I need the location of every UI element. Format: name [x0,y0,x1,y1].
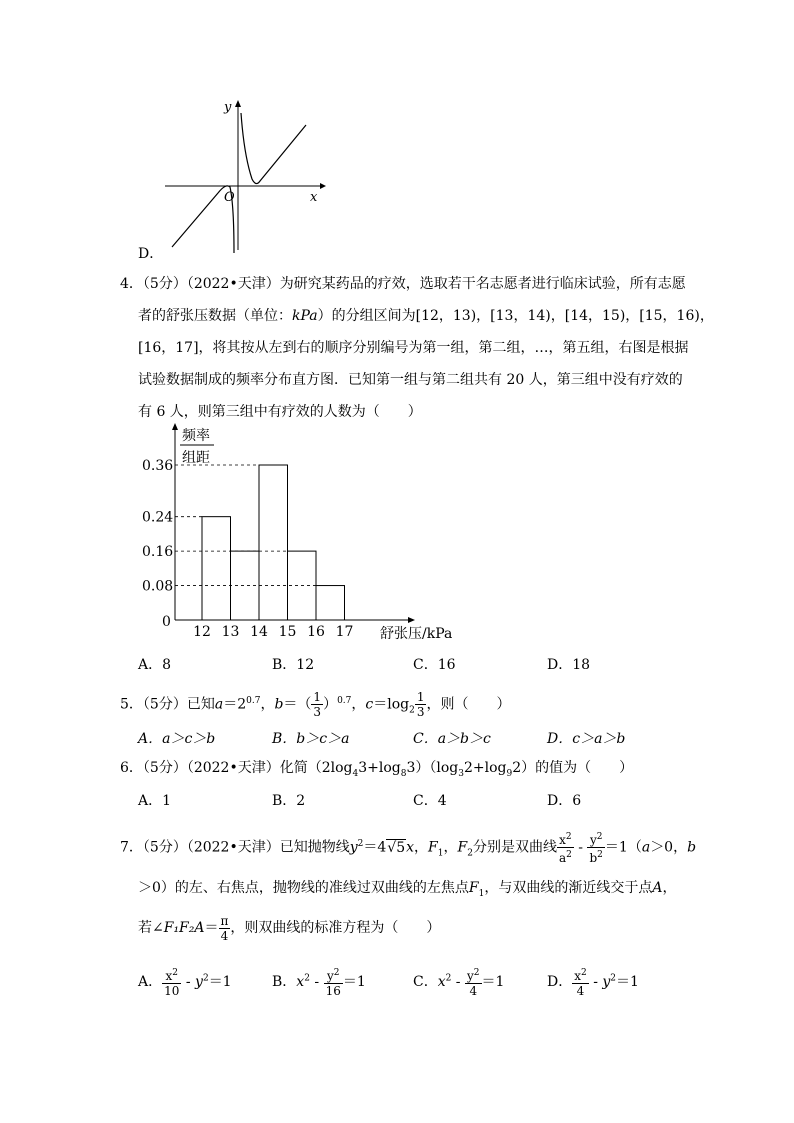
q4-unit: kPa [292,308,318,324]
q4-text-2a: 者的舒张压数据（单位： [138,308,292,324]
x-axis-label: 舒张压/kPa [380,626,453,642]
q7-opt-c-minus: - [451,974,465,990]
q7-frac-y-num: y [589,833,597,848]
q7-line-1: 7．（5分）（2022•天津）已知抛物线$y^2=4√5x$，$F_1$，$F_2$分别是双曲线 $\frac{x^2}{a^2}$ - $\frac{y^2}{b^2}$ ＝1（a＞0，b [120,832,697,866]
q6-expr-3: 3）（log [406,760,459,776]
q6-sub-3: 3 [458,768,464,779]
q6-option-b[interactable]: B．2 [272,793,306,809]
x-tick-label: 13 [221,624,240,640]
q3-option-d[interactable]: D． [138,246,164,262]
histogram-bar [316,586,345,620]
q7-opt-b-minus: - [309,974,324,990]
q7-option-a-label: A． [138,974,163,990]
q5-option-a[interactable]: A．a＞c＞b [138,731,216,747]
q7-opt-a-tail: - y [181,974,203,990]
q5-a-exp: 0.7 [246,696,261,706]
q7-opt-a-den: 10 [164,984,180,998]
q5-c-frac-den: 3 [416,705,425,720]
x-axis-label: x [310,190,318,205]
q7-opt-c-eq: ＝1 [481,974,505,990]
q7-option-c-frac [465,966,482,998]
q7-cond-b: b [687,839,697,856]
q7-text-3b: ，则双曲线的标准方程为（ ） [230,920,441,936]
q7-opt-a-num: x [165,969,173,983]
q4-line-3: [16，17]，将其按从左到右的顺序分别编号为第一组，第二组，…，第五组，右图是根据 [138,340,689,356]
q7-f1-again: F [468,880,479,896]
q4-line-1 [120,274,686,294]
q7-opt-c-sup: 2 [445,973,452,984]
q6-stem [120,758,633,784]
q4-text-1: 为研究某药品的疗效，选取若干名志愿者进行临床试验，所有志愿 [279,276,686,292]
y-label-numerator: 频率 [182,428,210,444]
y-axis-arrow [172,423,178,430]
q7-sqrt: √5 [387,839,406,856]
q7-frac-pi [219,914,231,943]
q7-opt-b-num: y [326,969,334,983]
q4-option-b[interactable]: B．12 [272,657,315,673]
q4-number: 4． [120,276,143,292]
q7-eq-2: ＝ [204,920,219,936]
q5-number: 5． [120,696,143,713]
q7-line-3 [138,912,440,944]
y-axis-label: y [224,100,232,115]
q7-opt-b-sup: 2 [304,973,310,984]
q7-opt-b-num-sup: 2 [333,968,340,978]
q7-f1: F [428,839,438,856]
q7-frac-y [587,830,604,865]
q6-option-d[interactable]: D．6 [547,793,582,809]
q7-f2-sub: 2 [467,848,473,859]
x-tick-label: 15 [278,624,297,640]
q7-parabola-sup: 2 [357,839,364,849]
q5-option-b[interactable]: B．b＞c＞a [272,731,350,747]
q7-text-2: ＞0）的左、右焦点，抛物线的准线过双曲线的左焦点 [138,880,469,896]
q7-option-c-label: C． [413,974,438,990]
q5-b-eq: ＝（ [283,696,312,713]
q7-cond-a: a [641,839,651,856]
q7-opt-a-tail-sup: 2 [202,973,209,984]
q5-b-frac [311,690,323,719]
q6-expr-5: 2）的值为（ ） [512,760,634,776]
q7-opt-d-sup: 2 [581,968,587,978]
q6-sub-1: 4 [352,768,359,779]
q7-parabola-y: y [349,839,358,856]
histogram-bar [259,465,288,620]
q4-option-d[interactable]: D．18 [547,657,591,673]
q7-option-d-label: D． [547,974,573,990]
q5-c: c [365,696,374,713]
q7-frac-pi-den: 4 [220,928,229,943]
q7-opt-d-den: 4 [576,984,585,998]
q6-number: 6． [120,760,143,776]
q7-frac-x [557,830,574,865]
q7-opt-c-num: y [467,969,474,983]
q5-c-frac-num: 1 [416,690,425,705]
q5-c-sub: 2 [409,705,415,716]
q7-opt-b-den: 16 [325,984,341,998]
q4-option-a[interactable]: A．8 [138,657,172,673]
q7-option-d[interactable] [547,966,639,998]
q7-frac-y-den-sup: 2 [597,850,603,861]
x-axis-arrow [320,183,326,189]
q4-line-4: 试验数据制成的频率分布直方图．已知第一组与第二组共有 20 人，第三组中没有疗效的 [138,372,683,388]
x-axis-arrow [408,617,415,623]
q7-minus: - [573,839,588,856]
q5-option-d[interactable]: D．c＞a＞b [547,731,626,747]
histogram-bar [202,517,231,620]
q7-opt-c-head: x [437,974,446,990]
q7-frac-y-num-sup: 2 [596,832,603,843]
y-tick-label: 0.36 [142,458,174,474]
q7-f2: F [457,839,468,856]
q7-frac-pi-num: π [220,913,229,928]
q7-sqrt-val: 5 [396,839,406,856]
q7-frac-x-den-sup: 2 [566,850,572,861]
q7-option-b[interactable] [272,966,366,998]
q7-option-b-label: B． [272,974,297,990]
q5-a: a [214,696,224,713]
y-tick-label: 0.08 [142,578,174,595]
q6-expr-4: 2+log [464,760,507,776]
q7-f1-sub: 1 [437,848,444,859]
q7-meta: （5分）（2022•天津）已知抛物线 [142,839,350,856]
q5-b-frac-den: 3 [313,705,322,720]
q7-frac-x-num-sup: 2 [565,832,572,843]
q7-line-2: ＞0）的左、右焦点，抛物线的准线过双曲线的左焦点$F_1$，与双曲线的渐近线交于点A， [138,880,677,899]
q7-frac-x-den: a [558,851,567,866]
q4-line-5: 有 6 人，则第三组中有疗效的人数为（ ） [138,404,422,420]
q5-tail: ，则（ ） [426,696,511,713]
q3-option-d-graph [160,95,330,255]
q7-opt-d-num: x [574,969,582,983]
q7-cond-1: ＞0， [650,839,688,856]
q7-option-a-frac [162,966,181,998]
q7-mid: 分别是双曲线 [472,839,557,856]
q7-parabola-x: x [406,839,415,856]
q5-a-eq: ＝2 [223,696,247,713]
q7-eq: ＝1（ [604,839,642,856]
q7-opt-d-eq: ＝1 [616,974,639,990]
q7-opt-b-head: x [296,974,305,990]
q7-angle: F₁F₂A [163,920,205,936]
q7-option-d-frac [572,966,589,998]
curve-right-branch [241,113,306,184]
q7-text-3a: 若∠ [138,920,164,936]
q4-text-2b: ）的分组区间为[12，13)，[13，14)，[14，15)，[15，16)， [317,308,714,324]
origin-label: 0 [162,614,171,630]
q7-parabola-eq: ＝4 [363,839,387,856]
q6-sub-2: 8 [400,768,407,779]
q7-option-b-frac [324,966,343,998]
q7-opt-a-eq: ＝1 [208,974,232,990]
frequency-histogram [140,420,480,645]
x-tick-label: 12 [193,624,211,640]
q7-text-2-tail: ，与双曲线的渐近线交于点 [484,880,653,896]
q7-frac-y-den: b [589,851,598,866]
q6-option-c[interactable]: C．4 [413,793,447,809]
q5-meta: （5分）已知 [142,696,215,713]
y-label-denominator: 组距 [182,450,210,466]
x-tick-label: 16 [307,624,325,640]
q5-option-c[interactable]: C．a＞b＞c [413,731,491,747]
q7-opt-d-tail: - y [588,974,611,990]
q6-meta: （5分）（2022•天津）化简 [142,760,308,776]
q4-option-c[interactable]: C．16 [413,657,456,673]
q7-opt-d-tail-sup: 2 [610,973,617,984]
q5-c-eq: ＝log [373,696,410,713]
y-axis-arrow [235,100,241,107]
origin-label: O [224,190,235,205]
q7-number: 7． [120,839,143,856]
q7-opt-a-sup: 2 [172,968,179,978]
y-tick-label: 0.16 [142,544,174,561]
q7-option-c[interactable] [413,966,504,998]
q7-opt-c-den: 4 [469,984,478,998]
q5-c-frac [415,690,427,719]
q7-f1-again-sub: 1 [478,888,485,899]
q6-expr-2: 3+log [358,760,401,776]
q7-opt-b-eq: ＝1 [342,974,366,990]
q6-option-a[interactable]: A．1 [138,793,172,809]
q7-option-a[interactable] [138,966,232,998]
q5-b: b [274,696,284,713]
q6-expr-1: （2log [307,760,353,776]
q6-sub-4: 9 [506,768,513,779]
q5-stem: 5．（5分）已知$a=2^{0.7}$，b＝（ $\frac{1}{3}$ ）$^{0.7}$，$c=\log_2$ $\frac{1}{3}$ ，则（ ） [120,690,511,720]
q4-meta: （5分）（2022•天津） [142,276,280,292]
x-tick-label: 14 [250,624,268,640]
x-tick-label: 17 [335,624,354,640]
q7-opt-c-num-sup: 2 [473,968,480,978]
q5-b-exp: 0.7 [337,696,352,706]
q5-b-close: ） [323,696,338,713]
q4-line-2 [138,306,714,326]
q5-b-frac-num: 1 [313,690,322,705]
y-tick-label: 0.24 [142,509,174,526]
q7-point-a: A [652,880,663,896]
q7-frac-x-num: x [559,833,566,848]
